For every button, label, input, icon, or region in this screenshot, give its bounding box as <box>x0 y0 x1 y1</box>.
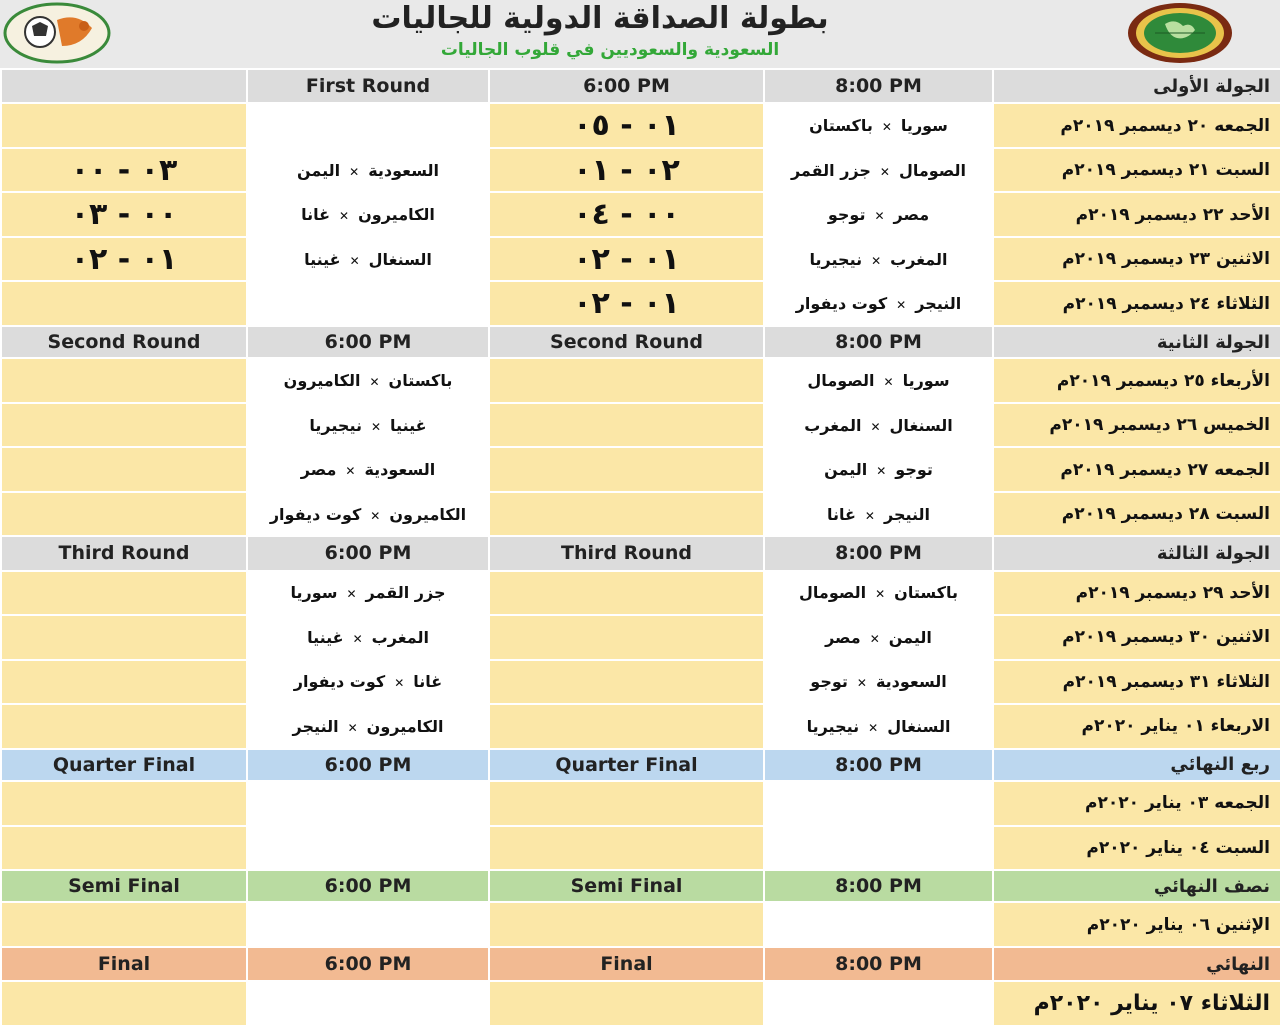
match-date: الثلاثاء ٢٤ ديسمبر ٢٠١٩م <box>993 281 1280 326</box>
home-team: توجو <box>810 672 848 692</box>
away-team: مصر <box>893 205 930 225</box>
match-8pm <box>764 281 993 326</box>
match-date: الثلاثاء ٠٧ يناير ٢٠٢٠م <box>993 981 1280 1026</box>
score-6pm <box>1 281 247 326</box>
section-header-cell: 8:00 PM <box>764 326 993 358</box>
versus-icon: ✕ <box>347 720 358 735</box>
versus-icon: ✕ <box>370 508 381 523</box>
match-6pm <box>247 447 489 492</box>
match-day-row <box>1 981 1280 1026</box>
score-6pm: ٠١ - ٠٢ <box>1 237 247 282</box>
match-day-row <box>1 781 1280 826</box>
section-header-cell: 8:00 PM <box>764 870 993 902</box>
schedule-table <box>0 68 1280 1027</box>
away-team: غانا <box>413 672 443 692</box>
section-header-cell: Quarter Final <box>1 749 247 781</box>
match-date: الأحد ٢٢ ديسمبر ٢٠١٩م <box>993 192 1280 237</box>
away-team: السعودية <box>368 160 439 180</box>
away-team: سوريا <box>900 116 948 136</box>
round-name-arabic: ربع النهائي <box>993 749 1280 781</box>
section-header-cell: 6:00 PM <box>247 749 489 781</box>
away-team: النيجر <box>915 294 962 314</box>
section-header-cell: Second Round <box>489 326 764 358</box>
home-team: اليمن <box>297 160 341 180</box>
round-name-arabic: الجولة الثالثة <box>993 536 1280 570</box>
match-day-row <box>1 403 1280 448</box>
away-team: باكستان <box>894 583 958 603</box>
section-header-cell: Final <box>489 947 764 981</box>
match-date: الإثنين ٠٦ يناير ٢٠٢٠م <box>993 902 1280 947</box>
versus-icon: ✕ <box>345 464 356 478</box>
match-8pm <box>764 660 993 705</box>
match-date: الثلاثاء ٣١ ديسمبر ٢٠١٩م <box>993 660 1280 705</box>
home-team: نيجيريا <box>309 415 362 435</box>
versus-icon: ✕ <box>370 419 382 434</box>
section-header-row <box>1 947 1280 981</box>
score-6pm <box>1 492 247 537</box>
round-name-arabic: نصف النهائي <box>993 870 1280 902</box>
match-8pm <box>764 704 993 749</box>
versus-icon: ✕ <box>856 676 867 691</box>
match-date: السبت ٠٤ يناير ٢٠٢٠م <box>993 826 1280 871</box>
section-header-cell: Semi Final <box>1 870 247 902</box>
versus-icon: ✕ <box>369 375 380 389</box>
match-day-row <box>1 447 1280 492</box>
score-8pm: ٠٢ - ٠١ <box>489 148 764 193</box>
round-name-arabic: الجولة الثانية <box>993 326 1280 358</box>
match-date: الجمعه ٠٣ يناير ٢٠٢٠م <box>993 781 1280 826</box>
home-team: غينيا <box>307 627 344 647</box>
score-6pm <box>1 704 247 749</box>
score-6pm: ٠٣ - ٠٠ <box>1 148 247 193</box>
match-date: السبت ٢١ ديسمبر ٢٠١٩م <box>993 148 1280 193</box>
versus-icon: ✕ <box>349 164 360 179</box>
match-day-row <box>1 103 1280 148</box>
round-name-arabic: الجولة الأولى <box>993 69 1280 103</box>
home-team: جزر القمر <box>790 160 871 180</box>
score-6pm <box>1 902 247 947</box>
score-6pm <box>1 981 247 1026</box>
match-6pm <box>247 781 489 826</box>
versus-icon: ✕ <box>349 253 360 268</box>
versus-icon: ✕ <box>879 164 890 179</box>
home-team: المغرب <box>804 415 862 435</box>
match-day-row <box>1 492 1280 537</box>
match-8pm <box>764 237 993 282</box>
match-date: الجمعه ٢٠ ديسمبر ٢٠١٩م <box>993 103 1280 148</box>
away-team: المغرب <box>371 627 429 647</box>
section-header-cell <box>1 69 247 103</box>
match-6pm <box>247 660 489 705</box>
round-name-arabic: النهائي <box>993 947 1280 981</box>
match-6pm <box>247 358 489 403</box>
score-8pm <box>489 358 764 403</box>
match-6pm <box>247 902 489 947</box>
tournament-logo-left <box>2 2 112 64</box>
match-day-row <box>1 660 1280 705</box>
score-6pm <box>1 103 247 148</box>
match-date: الاثنين ٣٠ ديسمبر ٢٠١٩م <box>993 615 1280 660</box>
score-6pm <box>1 571 247 616</box>
away-team: الكاميرون <box>358 205 435 225</box>
section-header-row <box>1 749 1280 781</box>
match-day-row <box>1 358 1280 403</box>
match-day-row <box>1 615 1280 660</box>
score-6pm <box>1 781 247 826</box>
versus-icon: ✕ <box>896 298 907 313</box>
away-team: المغرب <box>890 249 948 269</box>
match-8pm <box>764 358 993 403</box>
versus-icon: ✕ <box>875 587 886 602</box>
versus-icon: ✕ <box>346 587 357 602</box>
versus-icon: ✕ <box>874 209 885 224</box>
away-team: الكاميرون <box>389 504 467 524</box>
match-6pm <box>247 704 489 749</box>
score-6pm: ٠٠ - ٠٣ <box>1 192 247 237</box>
versus-icon: ✕ <box>864 508 875 523</box>
section-header-cell: First Round <box>247 69 489 103</box>
home-team: كوت ديفوار <box>293 672 386 692</box>
match-6pm <box>247 571 489 616</box>
score-8pm <box>489 615 764 660</box>
away-team: النيجر <box>883 504 931 524</box>
versus-icon: ✕ <box>876 464 887 478</box>
match-8pm <box>764 826 993 871</box>
match-day-row <box>1 148 1280 193</box>
versus-icon: ✕ <box>881 120 892 135</box>
score-6pm <box>1 660 247 705</box>
match-6pm <box>247 615 489 660</box>
match-8pm <box>764 103 993 148</box>
away-team: الصومال <box>898 160 967 180</box>
globe-emblem-logo <box>1125 2 1235 64</box>
home-team: سوريا <box>290 583 338 603</box>
match-6pm <box>247 281 489 326</box>
section-header-cell: 8:00 PM <box>764 947 993 981</box>
away-team: باكستان <box>388 371 453 390</box>
section-header-cell: Second Round <box>1 326 247 358</box>
match-date: الأربعاء ٢٥ ديسمبر ٢٠١٩م <box>993 358 1280 403</box>
section-header-row <box>1 326 1280 358</box>
section-header-cell: 6:00 PM <box>247 870 489 902</box>
score-8pm: ٠١ - ٠٢ <box>489 281 764 326</box>
home-team: كوت ديفوار <box>269 504 362 524</box>
match-day-row <box>1 571 1280 616</box>
match-6pm <box>247 492 489 537</box>
match-day-row <box>1 237 1280 282</box>
home-team: باكستان <box>809 116 873 136</box>
home-team: الصومال <box>799 583 867 603</box>
home-team: نيجيريا <box>809 249 863 269</box>
score-6pm <box>1 447 247 492</box>
versus-icon: ✕ <box>869 631 880 646</box>
versus-icon: ✕ <box>871 253 882 268</box>
match-8pm <box>764 192 993 237</box>
match-8pm <box>764 403 993 448</box>
match-date: الجمعه ٢٧ ديسمبر ٢٠١٩م <box>993 447 1280 492</box>
score-6pm <box>1 615 247 660</box>
score-8pm <box>489 660 764 705</box>
match-8pm <box>764 571 993 616</box>
match-8pm <box>764 781 993 826</box>
away-team: غينيا <box>390 415 427 435</box>
score-8pm <box>489 981 764 1026</box>
section-header-cell: 8:00 PM <box>764 536 993 570</box>
home-team: مصر <box>300 460 337 479</box>
match-day-row <box>1 281 1280 326</box>
match-day-row <box>1 192 1280 237</box>
section-header-cell: 6:00 PM <box>247 947 489 981</box>
match-6pm <box>247 237 489 282</box>
score-8pm <box>489 902 764 947</box>
page-title: بطولة الصداقة الدولية للجاليات <box>371 1 829 36</box>
match-date: الأحد ٢٩ ديسمبر ٢٠١٩م <box>993 571 1280 616</box>
match-date: الخميس ٢٦ ديسمبر ٢٠١٩م <box>993 403 1280 448</box>
score-8pm: ٠٠ - ٠٤ <box>489 192 764 237</box>
header-banner <box>0 0 1280 68</box>
match-date: الاثنين ٢٣ ديسمبر ٢٠١٩م <box>993 237 1280 282</box>
away-team: السنغال <box>889 415 953 435</box>
versus-icon: ✕ <box>352 631 363 646</box>
versus-icon: ✕ <box>870 419 881 434</box>
home-team: نيجيريا <box>806 716 860 736</box>
score-8pm <box>489 704 764 749</box>
score-8pm <box>489 826 764 871</box>
score-6pm <box>1 826 247 871</box>
section-header-cell: 6:00 PM <box>247 326 489 358</box>
versus-icon: ✕ <box>883 375 894 389</box>
score-8pm <box>489 781 764 826</box>
away-team: الكاميرون <box>366 716 444 736</box>
score-8pm <box>489 492 764 537</box>
match-8pm <box>764 447 993 492</box>
section-header-cell: Quarter Final <box>489 749 764 781</box>
home-team: الصومال <box>807 371 875 390</box>
home-team: مصر <box>825 627 861 647</box>
score-6pm <box>1 403 247 448</box>
score-8pm <box>489 447 764 492</box>
home-team: الكاميرون <box>283 371 361 390</box>
section-header-row <box>1 536 1280 570</box>
match-date: السبت ٢٨ ديسمبر ٢٠١٩م <box>993 492 1280 537</box>
versus-icon: ✕ <box>394 676 405 691</box>
away-team: السعودية <box>364 460 436 479</box>
match-6pm <box>247 192 489 237</box>
match-8pm <box>764 981 993 1026</box>
home-team: النيجر <box>292 716 339 736</box>
match-8pm <box>764 615 993 660</box>
match-6pm <box>247 103 489 148</box>
away-team: توجو <box>895 460 933 479</box>
section-header-cell: 6:00 PM <box>489 69 764 103</box>
home-team: كوت ديفوار <box>795 294 888 314</box>
versus-icon: ✕ <box>868 720 879 735</box>
away-team: جزر القمر <box>365 583 446 603</box>
section-header-cell: Third Round <box>489 536 764 570</box>
home-team: اليمن <box>824 460 868 479</box>
match-8pm <box>764 492 993 537</box>
page-subtitle: السعودية والسعوديين في قلوب الجاليات <box>440 40 780 60</box>
home-team: توجو <box>827 205 866 225</box>
away-team: اليمن <box>888 627 932 647</box>
away-team: سوريا <box>902 371 950 390</box>
match-day-row <box>1 704 1280 749</box>
section-header-cell: 8:00 PM <box>764 69 993 103</box>
home-team: غانا <box>826 504 856 524</box>
match-day-row <box>1 902 1280 947</box>
score-8pm: ٠١ - ٠٢ <box>489 237 764 282</box>
match-6pm <box>247 826 489 871</box>
section-header-cell: 8:00 PM <box>764 749 993 781</box>
match-6pm <box>247 981 489 1026</box>
match-day-row <box>1 826 1280 871</box>
section-header-row <box>1 870 1280 902</box>
match-date: الاربعاء ٠١ يناير ٢٠٢٠م <box>993 704 1280 749</box>
away-team: السنغال <box>887 716 951 736</box>
section-header-cell: Semi Final <box>489 870 764 902</box>
section-header-cell: Third Round <box>1 536 247 570</box>
match-6pm <box>247 148 489 193</box>
match-6pm <box>247 403 489 448</box>
score-8pm <box>489 403 764 448</box>
home-team: غانا <box>301 205 331 225</box>
home-team: غينيا <box>304 249 341 269</box>
match-8pm <box>764 902 993 947</box>
section-header-cell: Final <box>1 947 247 981</box>
score-8pm <box>489 571 764 616</box>
section-header-cell: 6:00 PM <box>247 536 489 570</box>
match-8pm <box>764 148 993 193</box>
section-header-row <box>1 69 1280 103</box>
score-6pm <box>1 358 247 403</box>
away-team: السنغال <box>368 249 432 269</box>
score-8pm: ٠١ - ٠٥ <box>489 103 764 148</box>
versus-icon: ✕ <box>339 209 350 224</box>
away-team: السعودية <box>875 672 947 692</box>
